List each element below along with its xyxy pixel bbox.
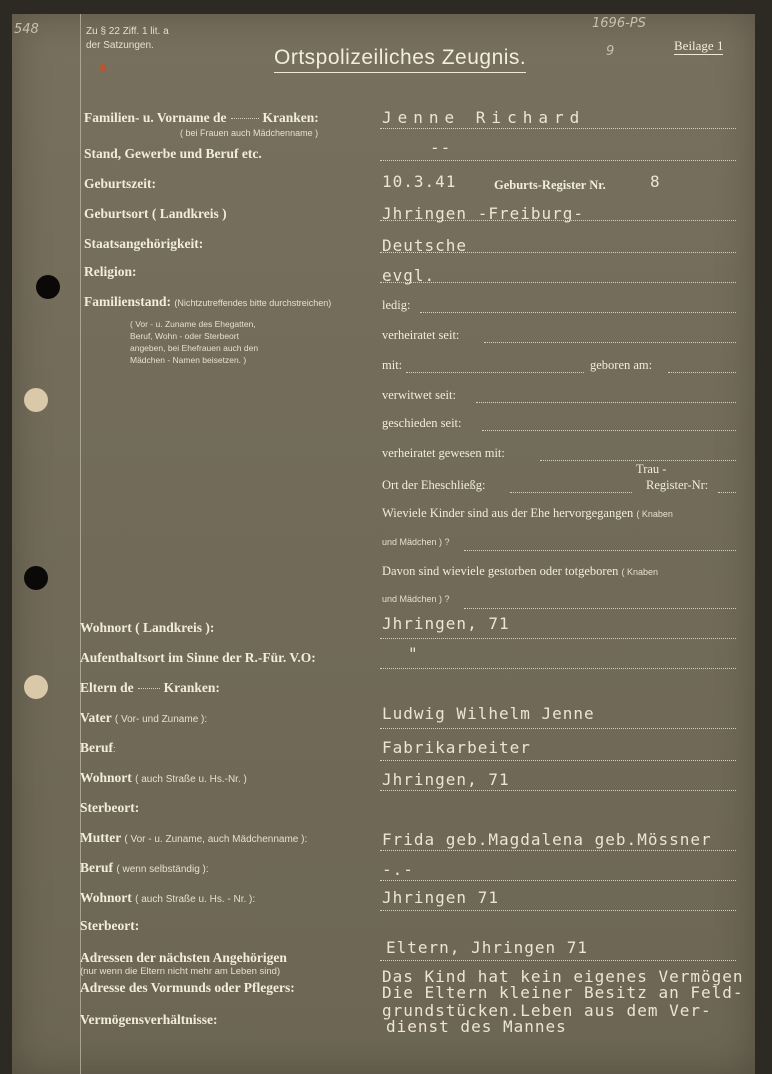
value-mother: Frida geb.Magdalena geb.Mössner — [382, 830, 712, 849]
value-stay-place: " — [408, 644, 419, 663]
label-marriage-register: Trau - — [636, 462, 667, 476]
value-mother-occupation: -.- — [382, 860, 414, 879]
value-assets-line4: dienst des Mannes — [386, 1017, 567, 1036]
entry-line — [380, 728, 736, 729]
value-mother-residence: Jhringen 71 — [382, 888, 499, 907]
label-birth-register: Geburts-Register Nr. — [494, 178, 606, 192]
value-father: Ludwig Wilhelm Jenne — [382, 704, 595, 723]
label-children-deceased-2: und Mädchen ) ? — [382, 594, 450, 604]
entry-line — [464, 550, 736, 551]
entry-line — [668, 372, 736, 373]
label-relatives-note: (nur wenn die Eltern nicht mehr am Leben sind) — [80, 966, 281, 977]
punch-hole — [36, 275, 60, 299]
entry-line — [718, 492, 736, 493]
label-father-death-place: Sterbeort: — [80, 800, 140, 815]
label-register-number: Register-Nr: — [646, 478, 709, 492]
label-married-with: mit: — [382, 358, 403, 372]
entry-line — [380, 850, 736, 851]
label-children: Wieviele Kinder sind aus der Ehe hervorgegangen ( Knaben — [382, 506, 673, 520]
label-children-2: und Mädchen ) ? — [382, 537, 450, 547]
label-mother-residence: Wohnort ( auch Straße u. Hs. - Nr. ): — [80, 890, 256, 905]
punch-hole — [24, 566, 48, 590]
entry-line — [380, 668, 736, 669]
value-occupation: -- — [430, 138, 452, 157]
label-mother-occupation: Beruf ( wenn selbständig ): — [80, 860, 209, 875]
label-parents: Eltern de Kranken: — [80, 680, 220, 695]
attachment-label: Beilage 1 — [674, 38, 724, 53]
entry-line — [540, 460, 736, 461]
statute-reference-2: der Satzungen. — [86, 40, 154, 51]
label-divorced-since: geschieden seit: — [382, 416, 462, 430]
entry-line — [482, 430, 736, 431]
entry-line — [380, 760, 736, 761]
value-assets-line3: grundstücken.Leben aus dem Ver- — [382, 1001, 712, 1020]
entry-line — [510, 492, 632, 493]
handwritten-reference-2: 9 — [606, 44, 615, 59]
label-residence: Wohnort ( Landkreis ): — [80, 620, 215, 635]
value-father-occupation: Fabrikarbeiter — [382, 738, 531, 757]
label-birth-date: Geburtszeit: — [84, 176, 156, 191]
label-marriage-place: Ort der Eheschließg: — [382, 478, 486, 492]
margin-line — [80, 14, 81, 1074]
label-mother: Mutter ( Vor - u. Zuname, auch Mädchenname ): — [80, 830, 308, 845]
label-marital-status: Familienstand: (Nichtzutreffendes bitte durchstreichen) — [84, 294, 332, 309]
value-relatives: Eltern, Jhringen 71 — [386, 938, 589, 957]
label-children-deceased: Davon sind wieviele gestorben oder totgeboren ( Knaben — [382, 564, 659, 578]
punch-hole — [24, 388, 48, 412]
entry-line — [464, 608, 736, 609]
label-religion: Religion: — [84, 264, 137, 279]
label-formerly-married: verheiratet gewesen mit: — [382, 446, 505, 460]
label-father: Vater ( Vor- und Zuname ): — [80, 710, 208, 725]
entry-line — [380, 128, 736, 129]
value-assets-line1: Das Kind hat kein eigenes Vermögen — [382, 967, 744, 986]
value-name: Jenne Richard — [382, 108, 586, 127]
entry-line — [484, 342, 736, 343]
label-father-residence: Wohnort ( auch Straße u. Hs.-Nr. ) — [80, 770, 247, 785]
handwritten-note: 548 — [14, 22, 39, 37]
value-residence: Jhringen, 71 — [382, 614, 510, 633]
value-religion: evgl. — [382, 266, 436, 285]
value-birth-date: 10.3.41 — [382, 172, 457, 191]
value-birth-register: 8 — [650, 172, 661, 191]
entry-line — [380, 880, 736, 881]
ink-mark — [100, 64, 106, 72]
entry-line — [380, 910, 736, 911]
label-married-since: verheiratet seit: — [382, 328, 460, 342]
label-occupation: Stand, Gewerbe und Beruf etc. — [84, 146, 262, 161]
label-relatives: Adressen der nächsten Angehörigen — [80, 950, 287, 965]
entry-line — [476, 402, 736, 403]
label-mother-death-place: Sterbeort: — [80, 918, 140, 933]
label-name: Familien- u. Vorname de Kranken: — [84, 110, 319, 125]
entry-line — [420, 312, 736, 313]
label-nationality: Staatsangehörigkeit: — [84, 236, 204, 251]
label-marital-hint: ( Vor - u. Zuname des Ehegatten, Beruf, Wohn - oder Sterbeort angeben, bei Ehefrauen auch den Mädchen - Namen beisetzen. ) — [130, 319, 259, 365]
statute-reference: Zu § 22 Ziff. 1 lit. a — [86, 26, 169, 37]
document-title: Ortspolizeiliches Zeugnis. — [274, 46, 526, 73]
entry-line — [380, 790, 736, 791]
label-assets: Vermögensverhältnisse: — [80, 1012, 218, 1027]
label-name-note: ( bei Frauen auch Mädchenname ) — [180, 128, 319, 138]
label-born-on: geboren am: — [590, 358, 653, 372]
label-birth-place: Geburtsort ( Landkreis ) — [84, 206, 227, 221]
handwritten-reference: 1696-PS — [592, 16, 646, 31]
value-father-residence: Jhringen, 71 — [382, 770, 510, 789]
entry-line — [380, 638, 736, 639]
label-single: ledig: — [382, 298, 411, 312]
entry-line — [406, 372, 584, 373]
value-birth-place: Jhringen -Freiburg- — [382, 204, 585, 223]
label-guardian: Adresse des Vormunds oder Pflegers: — [80, 980, 295, 995]
entry-line — [380, 960, 736, 961]
label-stay-place: Aufenthaltsort im Sinne der R.-Für. V.O: — [80, 650, 316, 665]
entry-line — [380, 160, 736, 161]
punch-hole — [24, 675, 48, 699]
value-assets-line2: Die Eltern kleiner Besitz an Feld- — [382, 983, 744, 1002]
value-nationality: Deutsche — [382, 236, 468, 255]
label-widowed-since: verwitwet seit: — [382, 388, 456, 402]
label-father-occupation: Beruf: — [80, 740, 116, 755]
